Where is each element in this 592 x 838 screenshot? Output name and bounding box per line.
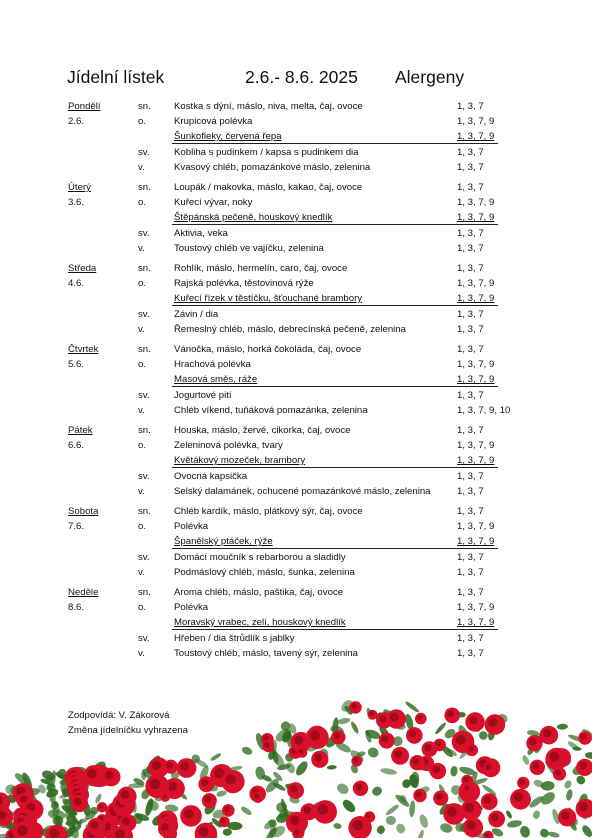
- day-name: Čtvrtek: [68, 344, 99, 355]
- meal-allergens: 1, 3, 7: [457, 425, 484, 436]
- meal-allergens: 1, 3, 7, 9: [457, 536, 495, 547]
- meal-type: sn.: [138, 101, 151, 112]
- meal-food: Zeleninová polévka, tvary: [174, 440, 283, 451]
- responsible-person: Zodpovídá: V. Zákorová: [68, 710, 170, 721]
- meal-food: Rajská polévka, těstovinová rýže: [174, 278, 314, 289]
- day-block: [0, 423, 592, 504]
- meal-type: v.: [138, 243, 145, 254]
- meal-food: Kvasový chléb, pomazánkové máslo, zelenina: [174, 162, 371, 173]
- meal-food: Toustový chléb, máslo, tavený sýr, zelenina: [174, 648, 358, 659]
- meal-type: sn.: [138, 587, 151, 598]
- day-name: Pátek: [68, 425, 93, 436]
- meal-type: sn.: [138, 425, 151, 436]
- meal-allergens: 1, 3, 7: [457, 567, 484, 578]
- meal-allergens: 1, 3, 7, 9: [457, 455, 495, 466]
- day-block: [0, 99, 592, 180]
- meal-allergens: 1, 3, 7: [457, 182, 484, 193]
- day-date: 6.6.: [68, 440, 85, 451]
- meal-food: Selský dalamánek, ochucené pomazánkové máslo, zelenina: [174, 486, 431, 497]
- meal-type: o.: [138, 440, 147, 451]
- day-name: Neděle: [68, 587, 99, 598]
- allergens-heading: Alergeny: [395, 67, 465, 87]
- day-date: 2.6.: [68, 116, 85, 127]
- meal-food: Kostka s dýní, máslo, niva, melta, čaj, ovoce: [174, 101, 363, 112]
- meal-allergens: 1, 3, 7: [457, 633, 484, 644]
- meal-food: Chléb víkend, tuňáková pomazánka, zelenina: [174, 405, 368, 416]
- meal-food: Aroma chléb, máslo, paštika, čaj, ovoce: [174, 587, 344, 598]
- lunch-divider: [172, 305, 498, 306]
- meal-type: o.: [138, 197, 147, 208]
- meal-food: Závin / dia: [174, 309, 219, 320]
- meal-allergens: 1, 3, 7, 9: [457, 521, 495, 532]
- meal-type: v.: [138, 486, 145, 497]
- meal-allergens: 1, 3, 7, 9, 10: [457, 405, 511, 416]
- meal-type: v.: [138, 405, 145, 416]
- meal-food: Polévka: [174, 602, 209, 613]
- meal-food: Polévka: [174, 521, 209, 532]
- meal-allergens: 1, 3, 7: [457, 486, 484, 497]
- meal-food: Loupák / makovka, máslo, kakao, čaj, ovoce: [174, 182, 363, 193]
- meal-allergens: 1, 3, 7: [457, 263, 484, 274]
- lunch-divider: [172, 629, 498, 630]
- meal-type: sn.: [138, 344, 151, 355]
- meal-type: sv.: [138, 552, 150, 563]
- meal-type: v.: [138, 567, 145, 578]
- meal-type: sv.: [138, 309, 150, 320]
- meal-allergens: 1, 3, 7: [457, 309, 484, 320]
- meal-type: o.: [138, 602, 147, 613]
- meal-food: Kobliha s pudinkem / kapsa s pudinkem dia: [174, 147, 359, 158]
- meal-type: sv.: [138, 147, 150, 158]
- meal-food: Toustový chléb ve vajíčku, zelenina: [174, 243, 324, 254]
- day-name: Pondělí: [68, 101, 101, 112]
- lunch-divider: [172, 548, 498, 549]
- meal-food: Řemeslný chléb, máslo, debrecínská pečeně, zelenina: [174, 324, 406, 335]
- meal-type: v.: [138, 648, 145, 659]
- meal-food: Kuřecí vývar, noky: [174, 197, 253, 208]
- day-date: 7.6.: [68, 521, 85, 532]
- meal-food: Aktivia, veka: [174, 228, 228, 239]
- lunch-divider: [172, 143, 498, 144]
- meal-type: sn.: [138, 263, 151, 274]
- meal-food: Rohlík, máslo, hermelín, caro, čaj, ovoce: [174, 263, 348, 274]
- day-block: [0, 504, 592, 585]
- day-block: [0, 261, 592, 342]
- meal-type: sv.: [138, 228, 150, 239]
- meal-allergens: 1, 3, 7, 9: [457, 212, 495, 223]
- meal-food: Šunkofleky, červená řepa: [174, 131, 282, 142]
- meal-food: Ovocná kapsička: [174, 471, 248, 482]
- meal-allergens: 1, 3, 7: [457, 506, 484, 517]
- meal-allergens: 1, 3, 7: [457, 471, 484, 482]
- meal-allergens: 1, 3, 7: [457, 552, 484, 563]
- meal-type: o.: [138, 116, 147, 127]
- meal-food: Hřeben / dia štrůdlík s jablky: [174, 633, 295, 644]
- lunch-divider: [172, 224, 498, 225]
- meal-type: o.: [138, 278, 147, 289]
- meal-type: sn.: [138, 506, 151, 517]
- menu-date-range: 2.6.- 8.6. 2025: [245, 67, 358, 87]
- meal-allergens: 1, 3, 7: [457, 344, 484, 355]
- meal-allergens: 1, 3, 7, 9: [457, 131, 495, 142]
- meal-type: v.: [138, 324, 145, 335]
- meal-allergens: 1, 3, 7: [457, 390, 484, 401]
- day-name: Středa: [68, 263, 97, 274]
- meal-type: sv.: [138, 390, 150, 401]
- meal-allergens: 1, 3, 7: [457, 228, 484, 239]
- meal-food: Vánočka, máslo, horká čokoláda, čaj, ovoce: [174, 344, 362, 355]
- day-date: 4.6.: [68, 278, 85, 289]
- meal-type: o.: [138, 521, 147, 532]
- lunch-divider: [172, 467, 498, 468]
- meal-food: Květákový mozeček, brambory: [174, 455, 306, 466]
- meal-allergens: 1, 3, 7: [457, 147, 484, 158]
- meal-type: sn.: [138, 182, 151, 193]
- day-date: 8.6.: [68, 602, 85, 613]
- meal-allergens: 1, 3, 7: [457, 587, 484, 598]
- meal-allergens: 1, 3, 7, 9: [457, 602, 495, 613]
- weekly-menu: [0, 99, 592, 666]
- meal-food: Masová směs, ráže: [174, 374, 258, 385]
- meal-allergens: 1, 3, 7, 9: [457, 197, 495, 208]
- meal-allergens: 1, 3, 7, 9: [457, 374, 495, 385]
- meal-type: o.: [138, 359, 147, 370]
- day-date: 5.6.: [68, 359, 85, 370]
- meal-allergens: 1, 3, 7: [457, 101, 484, 112]
- meal-food: Štěpánská pečeně, houskový knedlík: [174, 212, 333, 223]
- meal-allergens: 1, 3, 7, 9: [457, 116, 495, 127]
- meal-allergens: 1, 3, 7, 9: [457, 617, 495, 628]
- meal-allergens: 1, 3, 7, 9: [457, 293, 495, 304]
- meal-allergens: 1, 3, 7, 9: [457, 278, 495, 289]
- meal-allergens: 1, 3, 7: [457, 324, 484, 335]
- meal-type: v.: [138, 162, 145, 173]
- meal-allergens: 1, 3, 7, 9: [457, 440, 495, 451]
- meal-food: Hrachová polévka: [174, 359, 251, 370]
- meal-food: Podmáslový chléb, máslo, šunka, zelenina: [174, 567, 355, 578]
- meal-food: Houska, máslo, žervé, cikorka, čaj, ovoce: [174, 425, 351, 436]
- day-name: Úterý: [68, 182, 91, 193]
- meal-food: Kuřecí řízek v těstíčku, šťouchané brambory: [174, 293, 363, 304]
- day-block: [0, 342, 592, 423]
- menu-title: Jídelní lístek: [67, 67, 165, 87]
- day-name: Sobota: [68, 506, 99, 517]
- meal-allergens: 1, 3, 7: [457, 243, 484, 254]
- meal-food: Chléb kardík, máslo, plátkový sýr, čaj, ovoce: [174, 506, 363, 517]
- meal-food: Španělský ptáček, rýže: [174, 536, 273, 547]
- day-block: [0, 180, 592, 261]
- meal-allergens: 1, 3, 7, 9: [457, 359, 495, 370]
- meal-type: sv.: [138, 633, 150, 644]
- day-date: 3.6.: [68, 197, 85, 208]
- meal-allergens: 1, 3, 7: [457, 162, 484, 173]
- day-block: [0, 585, 592, 666]
- meal-food: Krupicová polévka: [174, 116, 253, 127]
- change-note: Změna jídelníčku vyhrazena: [68, 725, 188, 736]
- lunch-divider: [172, 386, 498, 387]
- meal-food: Moravský vrabec, zelí, houskový knedlík: [174, 617, 346, 628]
- meal-type: sv.: [138, 471, 150, 482]
- roses-decoration: [0, 660, 592, 838]
- meal-allergens: 1, 3, 7: [457, 648, 484, 659]
- meal-food: Domácí moučník s rebarborou a sladidly: [174, 552, 346, 563]
- meal-food: Jogurtové pití: [174, 390, 232, 401]
